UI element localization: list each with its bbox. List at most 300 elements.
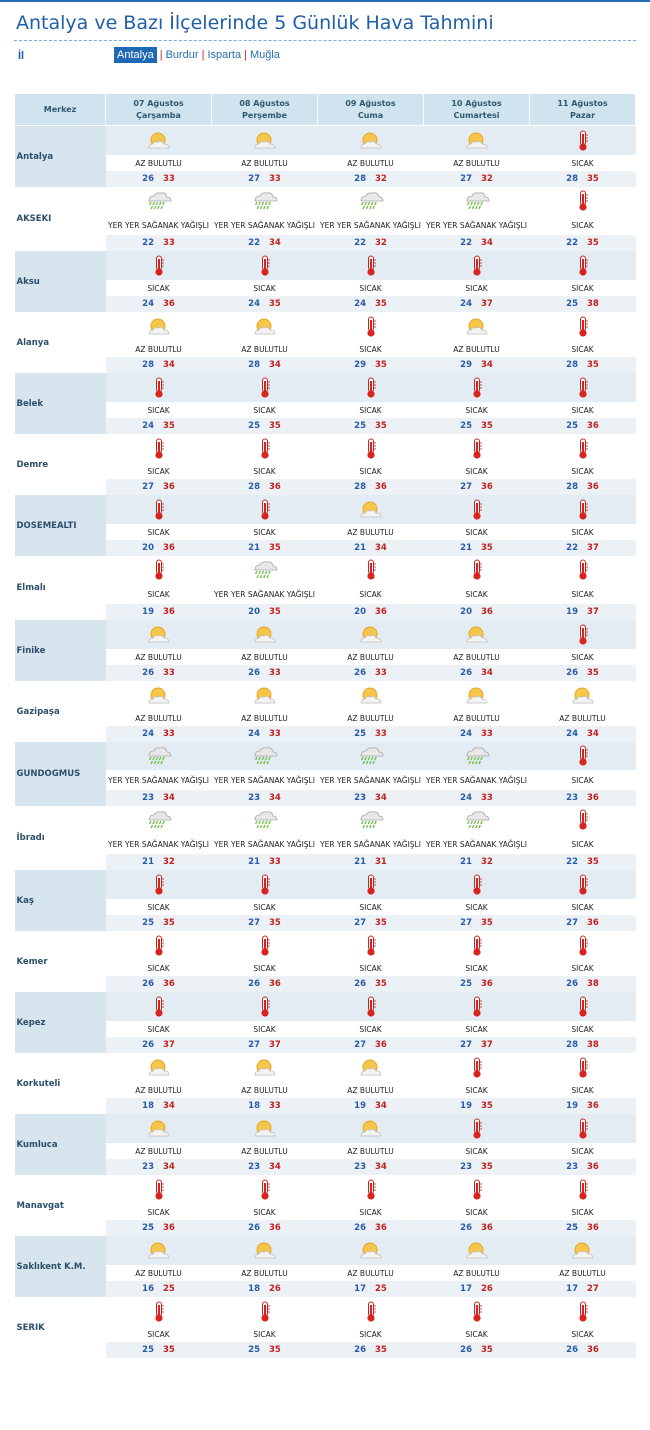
weather-icon-cell bbox=[318, 806, 424, 834]
min-temperature: 20 bbox=[142, 543, 154, 553]
min-temperature: 24 bbox=[460, 793, 472, 803]
partly-cloudy-icon bbox=[465, 318, 489, 335]
weather-icon-cell bbox=[106, 556, 212, 584]
temperature-cell bbox=[318, 1342, 424, 1358]
weather-icon-cell bbox=[530, 187, 636, 215]
temperature-cell bbox=[106, 1281, 212, 1297]
temperature-cell bbox=[318, 915, 424, 931]
max-temperature: 35 bbox=[269, 543, 281, 553]
weather-icon-cell bbox=[318, 556, 424, 584]
partly-cloudy-icon bbox=[253, 1120, 277, 1137]
max-temperature: 37 bbox=[587, 607, 599, 617]
weather-icon-cell bbox=[212, 681, 318, 710]
weather-description: SICAK bbox=[424, 1204, 530, 1220]
max-temperature: 35 bbox=[269, 421, 281, 431]
weather-description: SICAK bbox=[318, 341, 424, 357]
weather-description: AZ BULUTLU bbox=[212, 155, 318, 171]
weather-description: AZ BULUTLU bbox=[212, 649, 318, 665]
rain-shower-icon bbox=[358, 192, 384, 209]
temperature-row bbox=[15, 915, 636, 931]
max-temperature: 35 bbox=[375, 360, 387, 370]
temperature-row bbox=[15, 854, 636, 870]
weather-description: SICAK bbox=[212, 524, 318, 540]
max-temperature: 36 bbox=[163, 1223, 175, 1233]
temperature-cell bbox=[212, 726, 318, 742]
thermometer-icon bbox=[576, 937, 590, 954]
weather-icon-cell bbox=[530, 556, 636, 584]
weather-icon-cell bbox=[212, 1175, 318, 1204]
temperature-cell bbox=[106, 1098, 212, 1114]
weather-description: SICAK bbox=[424, 463, 530, 479]
rain-shower-icon bbox=[358, 811, 384, 828]
thermometer-icon bbox=[470, 440, 484, 457]
description-row bbox=[15, 899, 636, 915]
weather-icon-cell bbox=[318, 1297, 424, 1326]
weather-icon-cell bbox=[318, 126, 424, 156]
partly-cloudy-icon bbox=[359, 1059, 383, 1076]
weather-icon-cell bbox=[530, 742, 636, 770]
min-temperature: 27 bbox=[248, 174, 260, 184]
temperature-cell bbox=[530, 540, 636, 556]
weather-icon-cell bbox=[530, 1297, 636, 1326]
weather-description: SICAK bbox=[318, 402, 424, 418]
max-temperature: 33 bbox=[269, 668, 281, 678]
min-temperature: 23 bbox=[142, 793, 154, 803]
weather-icon-cell bbox=[530, 620, 636, 649]
partly-cloudy-icon bbox=[147, 1059, 171, 1076]
thermometer-icon bbox=[470, 257, 484, 274]
weather-description: YER YER SAĞANAK YAĞIŞLI bbox=[106, 770, 212, 790]
max-temperature: 33 bbox=[481, 793, 493, 803]
weather-icon-cell bbox=[106, 251, 212, 280]
weather-description: YER YER SAĞANAK YAĞIŞLI bbox=[212, 584, 318, 604]
weather-description: AZ BULUTLU bbox=[106, 710, 212, 726]
max-temperature: 35 bbox=[269, 918, 281, 928]
weather-icon-cell bbox=[318, 187, 424, 215]
temperature-cell bbox=[530, 418, 636, 434]
rain-shower-icon bbox=[146, 747, 172, 764]
weather-icon-cell bbox=[318, 620, 424, 649]
weather-icon-cell bbox=[530, 806, 636, 834]
thermometer-icon bbox=[576, 501, 590, 518]
thermometer-icon bbox=[576, 747, 590, 764]
province-link-2[interactable]: Burdur bbox=[165, 49, 199, 61]
table-row bbox=[15, 251, 636, 280]
table-row bbox=[15, 434, 636, 463]
weather-icon-cell bbox=[530, 1114, 636, 1143]
temperature-cell bbox=[212, 1281, 318, 1297]
weather-description: SICAK bbox=[106, 280, 212, 296]
max-temperature: 25 bbox=[375, 1284, 387, 1294]
max-temperature: 35 bbox=[587, 857, 599, 867]
weather-description: SICAK bbox=[318, 280, 424, 296]
table-row bbox=[15, 742, 636, 770]
temperature-cell bbox=[212, 1037, 318, 1053]
thermometer-icon bbox=[364, 1181, 378, 1198]
min-temperature: 18 bbox=[142, 1101, 154, 1111]
partly-cloudy-icon bbox=[253, 1059, 277, 1076]
header-weekday: Perşembe bbox=[242, 110, 287, 120]
min-temperature: 24 bbox=[460, 729, 472, 739]
temperature-cell bbox=[530, 479, 636, 495]
temperature-cell bbox=[106, 235, 212, 251]
min-temperature: 19 bbox=[566, 1101, 578, 1111]
min-temperature: 26 bbox=[248, 668, 260, 678]
rain-shower-icon bbox=[252, 747, 278, 764]
weather-description: SICAK bbox=[106, 1021, 212, 1037]
header-date: 07 Ağustos bbox=[133, 98, 184, 108]
thermometer-icon bbox=[576, 440, 590, 457]
min-temperature: 16 bbox=[142, 1284, 154, 1294]
table-row bbox=[15, 931, 636, 960]
temperature-cell bbox=[106, 540, 212, 556]
max-temperature: 35 bbox=[375, 979, 387, 989]
city-name: SERIK bbox=[16, 1322, 45, 1333]
temperature-cell bbox=[318, 1098, 424, 1114]
weather-icon-cell bbox=[318, 1114, 424, 1143]
city-name: Manavgat bbox=[16, 1200, 64, 1211]
temperature-cell bbox=[424, 1220, 530, 1236]
thermometer-icon bbox=[152, 501, 166, 518]
partly-cloudy-icon bbox=[359, 1120, 383, 1137]
temperature-cell bbox=[424, 1281, 530, 1297]
header-date: 10 Ağustos bbox=[451, 98, 502, 108]
province-label: İl bbox=[18, 50, 25, 62]
weather-icon-cell bbox=[424, 187, 530, 215]
weather-description: AZ BULUTLU bbox=[106, 1143, 212, 1159]
forecast-body bbox=[15, 126, 636, 1359]
description-row bbox=[15, 524, 636, 540]
weather-description: SICAK bbox=[424, 584, 530, 604]
temperature-cell bbox=[530, 1159, 636, 1175]
description-row bbox=[15, 280, 636, 296]
weather-description: SICAK bbox=[106, 402, 212, 418]
thermometer-icon bbox=[364, 440, 378, 457]
max-temperature: 33 bbox=[269, 857, 281, 867]
weather-description: AZ BULUTLU bbox=[424, 155, 530, 171]
thermometer-icon bbox=[576, 1120, 590, 1137]
min-temperature: 20 bbox=[460, 607, 472, 617]
partly-cloudy-icon bbox=[359, 687, 383, 704]
weather-description: YER YER SAĞANAK YAĞIŞLI bbox=[318, 215, 424, 235]
min-temperature: 22 bbox=[142, 238, 154, 248]
max-temperature: 38 bbox=[587, 979, 599, 989]
temperature-row bbox=[15, 418, 636, 434]
thermometer-icon bbox=[258, 937, 272, 954]
description-row bbox=[15, 834, 636, 854]
max-temperature: 35 bbox=[587, 360, 599, 370]
min-temperature: 22 bbox=[566, 543, 578, 553]
weather-description: SICAK bbox=[530, 1143, 636, 1159]
rain-shower-icon bbox=[464, 747, 490, 764]
thermometer-icon bbox=[470, 1303, 484, 1320]
min-temperature: 23 bbox=[354, 1162, 366, 1172]
temperature-cell bbox=[318, 171, 424, 187]
temperature-cell bbox=[318, 854, 424, 870]
city-name: Belek bbox=[15, 373, 106, 434]
min-temperature: 19 bbox=[354, 1101, 366, 1111]
max-temperature: 33 bbox=[375, 668, 387, 678]
temperature-cell bbox=[530, 235, 636, 251]
weather-icon-cell bbox=[318, 681, 424, 710]
thermometer-icon bbox=[576, 1181, 590, 1198]
max-temperature: 33 bbox=[481, 729, 493, 739]
weather-icon-cell bbox=[212, 742, 318, 770]
temperature-cell bbox=[530, 1220, 636, 1236]
max-temperature: 36 bbox=[269, 1223, 281, 1233]
temperature-cell bbox=[424, 235, 530, 251]
temperature-cell bbox=[530, 726, 636, 742]
max-temperature: 26 bbox=[481, 1284, 493, 1294]
weather-icon-cell bbox=[424, 312, 530, 341]
temperature-cell bbox=[106, 604, 212, 620]
thermometer-icon bbox=[470, 501, 484, 518]
weather-icon-cell bbox=[106, 1114, 212, 1143]
province-separator: | bbox=[201, 49, 205, 61]
weather-description: YER YER SAĞANAK YAĞIŞLI bbox=[212, 834, 318, 854]
weather-icon-cell bbox=[106, 373, 212, 402]
partly-cloudy-icon bbox=[147, 1242, 171, 1259]
city-name: Elmalı bbox=[16, 583, 46, 593]
min-temperature: 27 bbox=[460, 174, 472, 184]
weather-description: AZ BULUTLU bbox=[106, 1265, 212, 1281]
weather-description: SICAK bbox=[212, 1204, 318, 1220]
weather-description: AZ BULUTLU bbox=[424, 341, 530, 357]
max-temperature: 35 bbox=[269, 299, 281, 309]
forecast-table bbox=[14, 93, 636, 1358]
weather-description: SICAK bbox=[212, 402, 318, 418]
description-row bbox=[15, 649, 636, 665]
min-temperature: 23 bbox=[566, 1162, 578, 1172]
max-temperature: 33 bbox=[269, 1101, 281, 1111]
min-temperature: 27 bbox=[354, 918, 366, 928]
temperature-cell bbox=[106, 1159, 212, 1175]
max-temperature: 34 bbox=[375, 793, 387, 803]
thermometer-icon bbox=[576, 1059, 590, 1076]
weather-icon-cell bbox=[530, 992, 636, 1021]
max-temperature: 35 bbox=[481, 1162, 493, 1172]
max-temperature: 32 bbox=[375, 238, 387, 248]
province-separator: | bbox=[244, 49, 247, 61]
weather-description: AZ BULUTLU bbox=[106, 649, 212, 665]
header-weekday: Cuma bbox=[357, 110, 384, 120]
min-temperature: 28 bbox=[566, 482, 578, 492]
temperature-cell bbox=[424, 1098, 530, 1114]
weather-description: SICAK bbox=[318, 1204, 424, 1220]
thermometer-icon bbox=[258, 998, 272, 1015]
temperature-row bbox=[15, 976, 636, 992]
temperature-cell bbox=[424, 976, 530, 992]
temperature-cell bbox=[318, 665, 424, 681]
weather-icon-cell bbox=[424, 681, 530, 710]
max-temperature: 35 bbox=[269, 1345, 281, 1355]
temperature-cell bbox=[424, 479, 530, 495]
max-temperature: 33 bbox=[163, 668, 175, 678]
max-temperature: 33 bbox=[163, 174, 175, 184]
weather-description: SICAK bbox=[212, 899, 318, 915]
partly-cloudy-icon bbox=[571, 687, 595, 704]
temperature-cell bbox=[424, 1159, 530, 1175]
weather-icon-cell bbox=[530, 251, 636, 280]
thermometer-icon bbox=[152, 998, 166, 1015]
city-name: Gazipaşa bbox=[16, 706, 60, 717]
min-temperature: 25 bbox=[354, 421, 366, 431]
top-rule bbox=[0, 0, 650, 2]
weather-icon-cell bbox=[424, 1114, 530, 1143]
min-temperature: 25 bbox=[566, 1223, 578, 1233]
max-temperature: 25 bbox=[163, 1284, 175, 1294]
min-temperature: 18 bbox=[248, 1101, 260, 1111]
weather-icon-cell bbox=[212, 126, 318, 156]
thermometer-icon bbox=[470, 1181, 484, 1198]
thermometer-icon bbox=[470, 1120, 484, 1137]
header-day-4 bbox=[424, 94, 530, 126]
thermometer-icon bbox=[364, 379, 378, 396]
max-temperature: 36 bbox=[481, 607, 493, 617]
city-name: Kumluca bbox=[15, 1114, 106, 1175]
thermometer-icon bbox=[470, 379, 484, 396]
min-temperature: 24 bbox=[354, 299, 366, 309]
max-temperature: 33 bbox=[375, 729, 387, 739]
temperature-row bbox=[15, 726, 636, 742]
max-temperature: 36 bbox=[587, 1101, 599, 1111]
weather-icon-cell bbox=[424, 1175, 530, 1204]
thermometer-icon bbox=[470, 561, 484, 578]
weather-icon-cell bbox=[424, 992, 530, 1021]
weather-icon-cell bbox=[530, 1053, 636, 1082]
weather-description: SICAK bbox=[106, 524, 212, 540]
max-temperature: 35 bbox=[481, 918, 493, 928]
temperature-row bbox=[15, 1098, 636, 1114]
partly-cloudy-icon bbox=[253, 132, 277, 149]
weather-description: AZ BULUTLU bbox=[318, 524, 424, 540]
max-temperature: 35 bbox=[481, 421, 493, 431]
thermometer-icon bbox=[258, 501, 272, 518]
temperature-cell bbox=[318, 604, 424, 620]
max-temperature: 27 bbox=[587, 1284, 599, 1294]
max-temperature: 36 bbox=[587, 421, 599, 431]
temperature-cell bbox=[318, 976, 424, 992]
temperature-cell bbox=[318, 1220, 424, 1236]
weather-description: YER YER SAĞANAK YAĞIŞLI bbox=[106, 834, 212, 854]
weather-description: SICAK bbox=[424, 524, 530, 540]
max-temperature: 38 bbox=[587, 299, 599, 309]
max-temperature: 35 bbox=[375, 299, 387, 309]
temperature-cell bbox=[106, 1220, 212, 1236]
max-temperature: 35 bbox=[375, 1345, 387, 1355]
weather-description: SICAK bbox=[530, 1021, 636, 1037]
weather-icon-cell bbox=[424, 434, 530, 463]
description-row bbox=[15, 710, 636, 726]
max-temperature: 36 bbox=[587, 793, 599, 803]
weather-description: SICAK bbox=[530, 524, 636, 540]
table-row bbox=[15, 126, 636, 156]
weather-icon-cell bbox=[106, 126, 212, 156]
description-row bbox=[15, 402, 636, 418]
min-temperature: 26 bbox=[142, 174, 154, 184]
max-temperature: 34 bbox=[269, 360, 281, 370]
weather-icon-cell bbox=[212, 187, 318, 215]
weather-description: SICAK bbox=[106, 584, 212, 604]
min-temperature: 28 bbox=[248, 360, 260, 370]
weather-description: SICAK bbox=[530, 834, 636, 854]
min-temperature: 28 bbox=[142, 360, 154, 370]
weather-description: SICAK bbox=[212, 463, 318, 479]
min-temperature: 26 bbox=[460, 1223, 472, 1233]
weather-icon-cell bbox=[424, 870, 530, 899]
province-link-4[interactable]: Muğla bbox=[249, 49, 280, 61]
temperature-cell bbox=[530, 357, 636, 373]
temperature-cell bbox=[106, 357, 212, 373]
province-link-1[interactable]: Antalya bbox=[114, 47, 157, 63]
header-day-5 bbox=[530, 94, 636, 126]
weather-description: SICAK bbox=[424, 899, 530, 915]
min-temperature: 28 bbox=[566, 174, 578, 184]
city-name: Kepez bbox=[15, 992, 106, 1053]
province-link-3[interactable]: Isparta bbox=[207, 49, 242, 61]
weather-icon-cell bbox=[106, 312, 212, 341]
temperature-cell bbox=[318, 296, 424, 312]
weather-description: AZ BULUTLU bbox=[212, 710, 318, 726]
temperature-cell bbox=[106, 790, 212, 806]
temperature-cell bbox=[212, 479, 318, 495]
rain-shower-icon bbox=[252, 811, 278, 828]
max-temperature: 36 bbox=[587, 1223, 599, 1233]
weather-icon-cell bbox=[106, 187, 212, 215]
min-temperature: 28 bbox=[566, 360, 578, 370]
weather-description: SICAK bbox=[318, 899, 424, 915]
weather-description: AZ BULUTLU bbox=[424, 649, 530, 665]
partly-cloudy-icon bbox=[571, 1242, 595, 1259]
max-temperature: 34 bbox=[481, 360, 493, 370]
thermometer-icon bbox=[576, 561, 590, 578]
weather-description: SICAK bbox=[530, 341, 636, 357]
max-temperature: 38 bbox=[587, 1040, 599, 1050]
weather-description: SICAK bbox=[424, 1021, 530, 1037]
partly-cloudy-icon bbox=[465, 132, 489, 149]
min-temperature: 21 bbox=[354, 857, 366, 867]
temperature-cell bbox=[318, 479, 424, 495]
table-row bbox=[15, 806, 636, 834]
thermometer-icon bbox=[576, 626, 590, 643]
min-temperature: 27 bbox=[460, 1040, 472, 1050]
min-temperature: 21 bbox=[248, 543, 260, 553]
min-temperature: 24 bbox=[248, 299, 260, 309]
max-temperature: 36 bbox=[269, 482, 281, 492]
partly-cloudy-icon bbox=[465, 1242, 489, 1259]
max-temperature: 35 bbox=[375, 421, 387, 431]
weather-icon-cell bbox=[318, 373, 424, 402]
min-temperature: 25 bbox=[460, 979, 472, 989]
city-name: Kemer bbox=[16, 956, 48, 967]
temperature-cell bbox=[530, 854, 636, 870]
max-temperature: 36 bbox=[481, 1223, 493, 1233]
min-temperature: 24 bbox=[566, 729, 578, 739]
table-row bbox=[15, 1175, 636, 1204]
temperature-cell bbox=[530, 915, 636, 931]
temperature-cell bbox=[212, 235, 318, 251]
min-temperature: 17 bbox=[566, 1284, 578, 1294]
weather-icon-cell bbox=[318, 495, 424, 524]
min-temperature: 25 bbox=[460, 421, 472, 431]
description-row bbox=[15, 770, 636, 790]
header-date: 09 Ağustos bbox=[345, 98, 396, 108]
min-temperature: 26 bbox=[460, 1345, 472, 1355]
temperature-cell bbox=[424, 540, 530, 556]
thermometer-icon bbox=[576, 876, 590, 893]
weather-description: SICAK bbox=[424, 1143, 530, 1159]
temperature-cell bbox=[424, 604, 530, 620]
